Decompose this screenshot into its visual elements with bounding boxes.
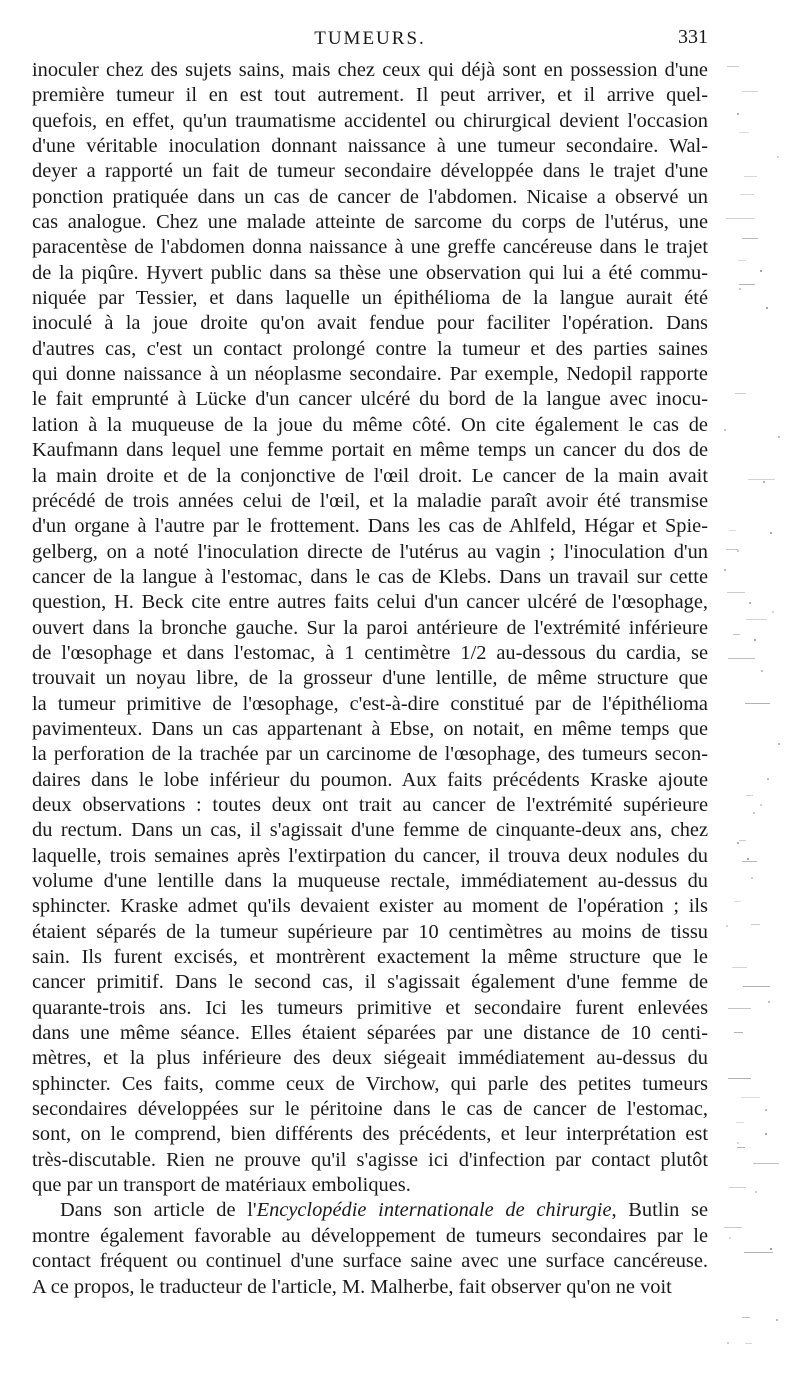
scan-artifact (766, 307, 768, 309)
text-line: question, H. Beck cite entre autres faits celui d'un cancer ulcéré de l'œsophage, (32, 591, 708, 614)
text-line: cas analogue. Chez une malade atteinte de sarcome du corps de l'utérus, une (32, 211, 708, 234)
scan-artifact (745, 1343, 751, 1344)
scan-artifact (734, 1032, 744, 1033)
scan-artifact (742, 861, 757, 862)
text-line: montre également favorable au développement de tumeurs secondaires par le (32, 1224, 708, 1247)
text-line: d'un organe à l'autre par le frottement. Dans les cas de Ahlfeld, Hégar et Spie- (32, 515, 708, 538)
page-number: 331 (678, 26, 708, 48)
text-line: A ce propos, le traducteur de l'article, M. Malherbe, fait observer qu'on ne voit (32, 1275, 672, 1298)
scan-artifact (729, 530, 736, 531)
text-line: de l'œsophage et dans l'estomac, à 1 centimètre 1/2 au-dessous du cardia, se (32, 641, 708, 664)
text-line: du rectum. Dans un cas, il s'agissait d'une femme de cinquante-deux ans, chez (32, 819, 708, 842)
scan-artifact (747, 858, 749, 860)
scan-artifact (728, 1078, 751, 1079)
text-line: sphincter. Kraske admet qu'ils devaient exister au moment de l'opération ; ils (32, 895, 708, 918)
scan-artifact (751, 924, 760, 925)
text-line: pavimenteux. Dans un cas appartenant à Ebse, on notait, en même temps que (32, 717, 708, 740)
scan-artifact (735, 393, 746, 394)
paragraph (32, 58, 708, 1198)
scan-artifact (737, 1142, 739, 1144)
scan-artifact (763, 481, 765, 483)
text-line: ponction pratiquée dans un cas de cancer de l'abdomen. Nicaise a observé un (32, 185, 708, 208)
scan-artifact (739, 132, 749, 133)
text-line: de la piqûre. Hyvert public dans sa thèse une observation qui lui a été commu- (32, 261, 708, 284)
running-head (32, 26, 708, 56)
scan-artifact (739, 288, 741, 290)
scan-artifact (727, 592, 744, 593)
scan-artifact (738, 260, 746, 261)
scan-artifact (777, 156, 779, 158)
scan-artifact (737, 113, 739, 115)
text-line: quarante-trois ans. Ici les tumeurs primitive et secondaire furent enlevées (32, 996, 708, 1019)
scan-artifact (746, 619, 767, 620)
book-title-italic: Encyclopédie internationale de chirurgie (256, 1199, 612, 1222)
text-line: niquée par Tessier, et dans laquelle un épithélioma de la langue aurait été (32, 287, 708, 310)
scan-artifact (765, 1133, 767, 1135)
scan-artifact (760, 270, 762, 272)
text-line: cancer de la langue à l'estomac, dans le cas de Klebs. Dans un travail sur cette (32, 565, 708, 588)
scan-artifact (724, 569, 726, 571)
scan-artifact (767, 778, 769, 780)
text-line: la perforation de la trachée par un carcinome de l'œsophage, des tumeurs secon- (32, 743, 708, 766)
text-line: mètres, et la plus inférieure des deux siégeait immédiatement au-dessus du (32, 1047, 708, 1070)
running-title: TUMEURS. (314, 28, 426, 49)
text-line: paracentèse de l'abdomen donna naissance à une greffe cancéreuse dans le trajet (32, 236, 708, 259)
scan-artifact (746, 795, 753, 796)
text-line: quefois, en effet, qu'un traumatisme accidentel ou chirurgical devient l'occasion (32, 109, 708, 132)
scan-artifact (729, 1187, 747, 1188)
scan-artifact (778, 436, 780, 438)
scan-artifact (727, 66, 739, 67)
text-line: d'autres cas, c'est un contact prolongé contre la tumeur et des parties saines (32, 337, 708, 360)
scan-artifact (755, 1191, 757, 1193)
scan-artifact (754, 639, 756, 641)
text-line: sphincter. Ces faits, comme ceux de Virchow, qui parle des petites tumeurs (32, 1072, 708, 1095)
scan-artifact (726, 925, 728, 927)
scan-artifact (739, 284, 756, 285)
scan-artifact (724, 429, 726, 431)
scan-artifact (737, 1147, 745, 1148)
scan-artifact (778, 743, 780, 745)
text-line: précédé de trois années celui de l'œil, et la maladie paraît avoir été transmise (32, 489, 708, 512)
text-line: trouvait un noyau libre, de la grosseur d'une lentille, de même structure que (32, 667, 708, 690)
scan-artifact (726, 218, 754, 219)
scan-artifact (749, 602, 751, 604)
margin-scan-artifacts (724, 60, 784, 1350)
text-line: laquelle, trois semaines après l'extirpation du cancer, il trouva deux nodules du (32, 844, 708, 867)
text-line: la tumeur primitive de l'œsophage, c'est-à-dire constitué par de l'épithélioma (32, 692, 708, 715)
paragraph (32, 1198, 708, 1299)
text-line: deyer a rapporté un fait de tumeur secondaire développée dans le trajet d'une (32, 160, 708, 183)
scan-artifact (761, 670, 763, 672)
scan-artifact (732, 967, 746, 968)
scan-artifact (742, 91, 758, 92)
text-line: sont, on le comprend, bien différents des précédents, et leur interprétation est (32, 1123, 708, 1146)
scan-artifact (741, 1097, 761, 1098)
text-line: que par un transport de matériaux emboliques. (32, 1174, 411, 1197)
scan-artifact (753, 812, 755, 814)
text-line: qui donne naissance à un néoplasme secondaire. Par exemple, Nedopil rapporte (32, 363, 708, 386)
text-line: Kaufmann dans lequel une femme portait en même temps un cancer du dos de (32, 439, 708, 462)
scan-artifact (745, 703, 770, 704)
text-line: gelberg, on a noté l'inoculation directe de l'utérus au vagin ; l'inoculation d'un (32, 540, 708, 563)
text-line: Dans son article de l'Encyclopédie internationale de chirurgie, Butlin se (60, 1199, 708, 1222)
scan-artifact (765, 1109, 767, 1111)
text-line: contact fréquent ou continuel d'une surface saine avec une surface cancéreuse. (32, 1250, 708, 1273)
scan-artifact (740, 194, 754, 195)
scan-artifact (742, 1317, 750, 1318)
scan-artifact (737, 550, 739, 552)
text-line: lation à la muqueuse de la joue du même côté. On cite également le cas de (32, 413, 708, 436)
scan-artifact (751, 877, 753, 879)
scan-artifact (728, 1008, 751, 1009)
scan-artifact (770, 1248, 772, 1250)
scan-artifact (728, 658, 756, 659)
scan-artifact (733, 634, 740, 635)
text-line: la main droite et de la conjonctive de l'œil droit. Le cancer de la main avait (32, 464, 708, 487)
scan-artifact (770, 532, 772, 534)
body-text (32, 58, 708, 1300)
text-line: première tumeur il en est tout autrement. Il peut arriver, et il arrive quel- (32, 84, 708, 107)
text-line: dans une même séance. Elles étaient séparées par une distance de 10 centi- (32, 1022, 708, 1045)
scan-artifact (734, 901, 741, 902)
scan-artifact (744, 176, 757, 177)
text-line: cancer primitif. Dans le second cas, il s'agissait également d'une femme de (32, 971, 708, 994)
scan-artifact (739, 840, 746, 841)
scan-artifact (753, 1163, 779, 1164)
scan-artifact (748, 479, 776, 480)
text-line: sain. Ils furent excisés, et montrèrent exactement la même structure que le (32, 946, 708, 969)
scan-artifact (742, 238, 758, 239)
text-line: deux observations : toutes deux ont trait au cancer de l'extrémité supérieure (32, 793, 708, 816)
scan-artifact (744, 1252, 773, 1253)
scan-artifact (736, 1122, 744, 1123)
scan-artifact (768, 1001, 770, 1003)
text-line: d'une véritable inoculation donnant naissance à une tumeur secondaire. Wal- (32, 135, 708, 158)
scan-artifact (776, 1319, 778, 1321)
text-line: inoculé à la joue droite qu'on avait fendue pour faciliter l'opération. Dans (32, 312, 708, 335)
text-line: le fait emprunté à Lücke d'un cancer ulcéré du bord de la langue avec inocu- (32, 388, 708, 411)
text-line: étaient séparés de la tumeur supérieure par 10 centimètres au moins de tissu (32, 920, 708, 943)
scan-artifact (729, 1237, 731, 1239)
text-line: inoculer chez des sujets sains, mais chez ceux qui déjà sont en possession d'une (32, 59, 708, 81)
scan-artifact (727, 1342, 729, 1344)
scan-artifact (737, 842, 739, 844)
text-line: secondaires développées sur le péritoine dans le cas de cancer de l'estomac, (32, 1098, 708, 1121)
text-line: très-discutable. Rien ne prouve qu'il s'agisse ici d'infection par contact plutôt (32, 1148, 708, 1171)
scan-artifact (760, 804, 762, 806)
scan-artifact (772, 611, 774, 613)
scan-artifact (743, 986, 770, 987)
text-line: ouvert dans la bronche gauche. Sur la paroi antérieure de l'extrémité inférieure (32, 616, 708, 639)
text-line: volume d'une lentille dans la muqueuse rectale, immédiatement au-dessus du (32, 870, 708, 892)
scan-artifact (724, 1227, 742, 1228)
text-line: daires dans le lobe inférieur du poumon. Aux faits précédents Kraske ajoute (32, 768, 708, 791)
